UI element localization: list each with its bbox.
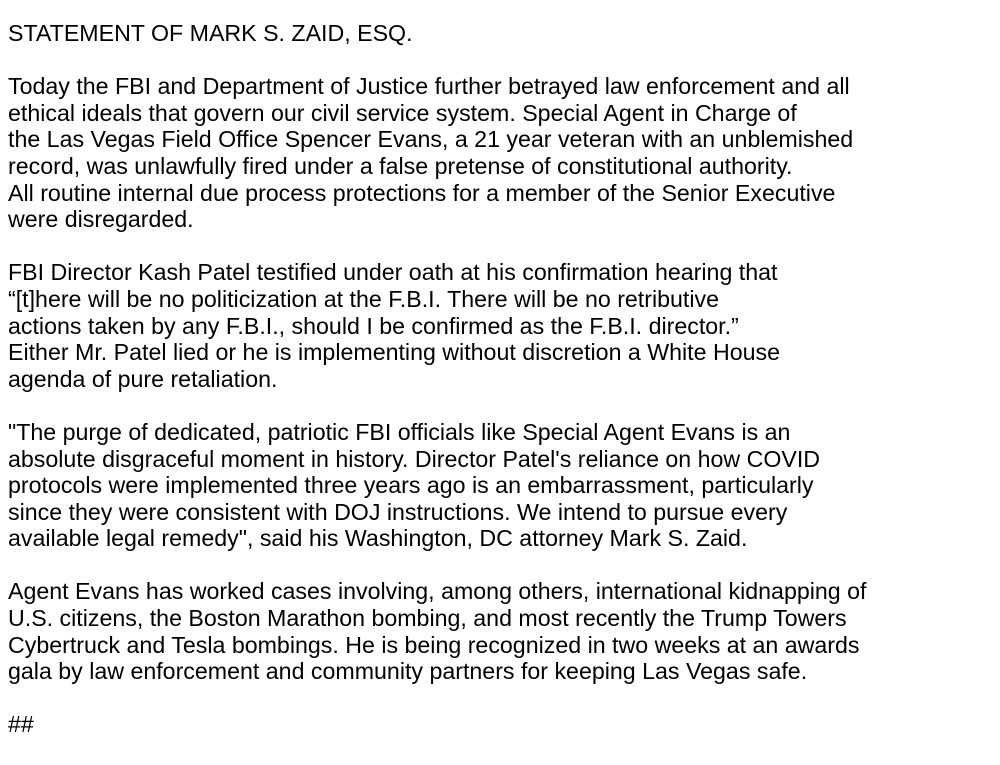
text-line: Either Mr. Patel lied or he is implementing without discretion a White House bbox=[8, 339, 780, 366]
text-line: Agent Evans has worked cases involving, among others, international kidnapping of bbox=[8, 578, 867, 605]
text-line: "The purge of dedicated, patriotic FBI officials like Special Agent Evans is an bbox=[8, 418, 791, 445]
text-line: Cybertruck and Tesla bombings. He is being recognized in two weeks at an awards bbox=[8, 631, 860, 658]
text-line: gala by law enforcement and community partners for keeping Las Vegas safe. bbox=[8, 658, 808, 685]
text-line: “[t]here will be no politicization at the F.B.I. There will be no retributive bbox=[8, 285, 719, 312]
statement-title: STATEMENT OF MARK S. ZAID, ESQ. bbox=[8, 20, 413, 46]
text-line: protocols were implemented three years ago is an embarrassment, particularly bbox=[8, 472, 814, 499]
end-mark: ## bbox=[8, 711, 34, 738]
text-line: since they were consistent with DOJ instructions. We intend to pursue every bbox=[8, 498, 788, 525]
text-line: available legal remedy", said his Washington, DC attorney Mark S. Zaid. bbox=[8, 525, 748, 552]
text-line: the Las Vegas Field Office Spencer Evans, a 21 year veteran with an unblemished bbox=[8, 126, 854, 153]
text-line: actions taken by any F.B.I., should I be confirmed as the F.B.I. director.” bbox=[8, 312, 739, 339]
text-line: U.S. citizens, the Boston Marathon bombing, and most recently the Trump Towers bbox=[8, 605, 847, 632]
press-statement bbox=[8, 20, 998, 765]
paragraph-testimony bbox=[8, 259, 998, 392]
paragraph-career bbox=[8, 578, 998, 684]
text-line: were disregarded. bbox=[8, 206, 194, 233]
text-line: absolute disgraceful moment in history. Director Patel's reliance on how COVID bbox=[8, 445, 821, 472]
text-line: ethical ideals that govern our civil service system. Special Agent in Charge of bbox=[8, 99, 797, 126]
text-line: FBI Director Kash Patel testified under oath at his confirmation hearing that bbox=[8, 259, 778, 286]
text-line: Today the FBI and Department of Justice further betrayed law enforcement and all bbox=[8, 73, 850, 100]
text-line: agenda of pure retaliation. bbox=[8, 365, 278, 392]
text-line: All routine internal due process protections for a member of the Senior Executive bbox=[8, 179, 836, 206]
paragraph-firing bbox=[8, 73, 998, 233]
paragraph-quote bbox=[8, 419, 998, 552]
text-line: record, was unlawfully fired under a false pretense of constitutional authority. bbox=[8, 152, 793, 179]
